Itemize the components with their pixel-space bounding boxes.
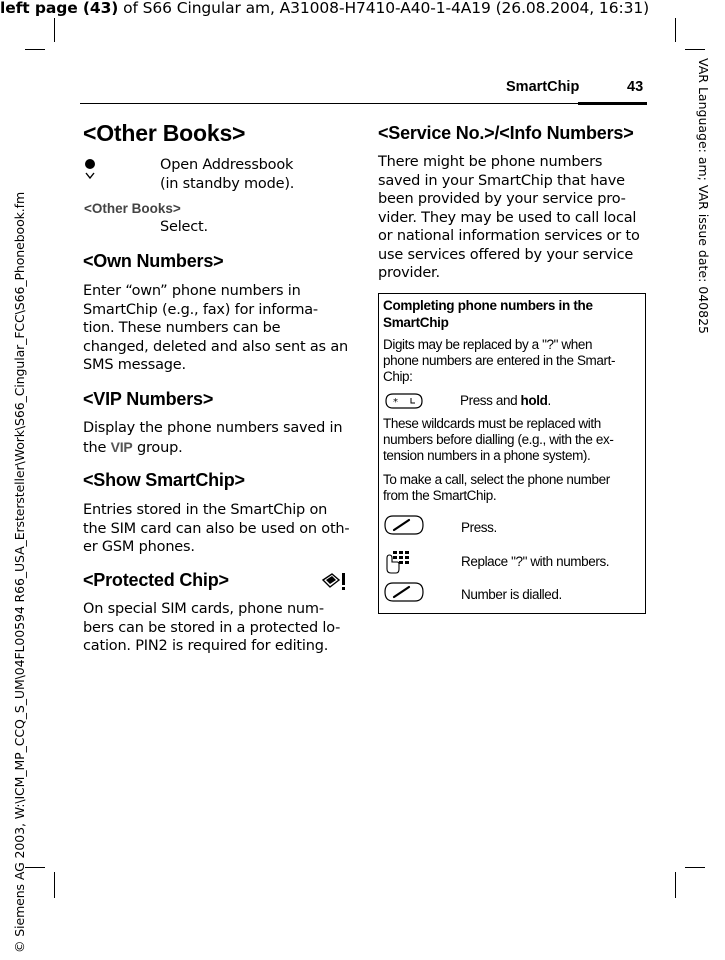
info-box-para [383, 337, 615, 385]
crop-mark [685, 49, 705, 50]
var-language: VAR Language: am; VAR issue date: 040825 [696, 58, 711, 334]
text-line: tion. These numbers can be [83, 320, 281, 336]
show-smartchip-text [83, 501, 349, 557]
text-line: or national information services or to [378, 228, 640, 244]
step-dialled: Number is dialled. [461, 587, 562, 602]
text-line: changed, deleted and also sent as an [83, 338, 349, 355]
crop-mark [54, 18, 55, 42]
heading-show-smartchip: <Show SmartChip> [83, 470, 245, 490]
step-text: Open Addressbook [160, 157, 294, 173]
crop-mark [54, 872, 55, 898]
text-line: tension numbers in a phone system). [383, 448, 591, 463]
navigation-key-icon [84, 158, 96, 184]
text-fragment: . [547, 393, 551, 408]
heading-other-books: <Other Books> [83, 120, 246, 146]
title-line: Completing phone numbers in the [383, 298, 593, 313]
text-line: numbers before dialling (e.g., with the ex- [383, 432, 614, 447]
text-line: from the SmartChip. [383, 488, 497, 503]
keypad-icon [384, 549, 412, 579]
text-line: cation. PIN2 is required for editing. [83, 638, 329, 654]
text-line: phone numbers are entered in the Smart- [383, 353, 616, 368]
page-label: left page (43) [0, 0, 119, 17]
title-line: SmartChip [383, 315, 449, 330]
heading-protected-chip: <Protected Chip> [83, 570, 229, 590]
info-box-title [383, 297, 593, 331]
page-number-rule [578, 102, 647, 105]
text-line: Enter “own” phone numbers in [83, 283, 301, 299]
text-line: been provided by your service pro- [378, 191, 626, 207]
hold-label: hold [520, 393, 548, 408]
text-line: the SIM card can also be used on oth- [83, 520, 350, 537]
menu-label-other-books: <Other Books> [84, 201, 181, 216]
star-key-icon [384, 391, 424, 415]
text-line: Chip: [383, 369, 413, 384]
info-box-para [383, 416, 613, 464]
protected-chip-text [83, 600, 340, 656]
text-line: Entries stored in the SmartChip on [83, 502, 328, 518]
text-line: SMS message. [83, 357, 186, 373]
step-press-hold [460, 393, 551, 409]
text-fragment: Press and [460, 393, 521, 408]
step-press: Press. [461, 520, 497, 535]
crop-mark [25, 49, 45, 50]
document-meta: of S66 Cingular am, A31008-H7410-A40-1-4A19 (26.08.2004, 16:31) [118, 0, 650, 17]
text-line: To make a call, select the phone number [383, 472, 610, 487]
call-key-icon [383, 581, 425, 607]
text-line: provider. [378, 265, 440, 281]
text-line: vider. They may be used to call local [378, 209, 637, 226]
vip-group-label: VIP [110, 438, 133, 455]
text-line [83, 438, 342, 458]
info-box-para [383, 472, 610, 504]
crop-mark [675, 18, 676, 42]
sim-function-icon [320, 571, 350, 597]
crop-mark [25, 867, 45, 868]
header-rule [80, 103, 647, 104]
text-line: On special SIM cards, phone num- [83, 601, 324, 617]
text-line: use services offered by your service [378, 246, 634, 263]
text-line: Display the phone numbers saved in [83, 420, 343, 436]
text-line: bers can be stored in a protected lo- [83, 619, 341, 636]
text-line: There might be phone numbers [378, 154, 603, 170]
step-text: (in standby mode). [160, 175, 295, 192]
document-header [0, 0, 725, 17]
step-replace: Replace "?" with numbers. [461, 554, 610, 569]
text-line: er GSM phones. [83, 539, 195, 555]
text-line: These wildcards must be replaced with [383, 416, 601, 431]
step-open-addressbook [160, 156, 294, 193]
crop-mark [675, 872, 676, 898]
text-line: saved in your SmartChip that have [378, 172, 625, 189]
call-key-icon [383, 514, 425, 540]
running-title: SmartChip [506, 79, 580, 95]
step-select: Select. [160, 219, 208, 235]
heading-service-numbers: <Service No.>/<Info Numbers> [378, 123, 634, 143]
text-fragment: the [83, 439, 111, 456]
text-fragment: group. [132, 439, 183, 456]
service-numbers-text [378, 153, 640, 283]
copyright-path: © Siemens AG 2003, W:\ICM_MP_CCQ_S_UM\04FL00594 R66_USA_Erstersteller\Work\S66_Cingular_FCC\S66_Phonebook.fm [12, 191, 27, 953]
svg-text:*: * [393, 397, 398, 408]
text-line: SmartChip (e.g., fax) for informa- [83, 301, 318, 318]
vip-numbers-text [83, 419, 342, 457]
heading-own-numbers: <Own Numbers> [83, 251, 224, 271]
crop-mark [685, 867, 705, 868]
text-line: Digits may be replaced by a "?" when [383, 337, 593, 352]
heading-vip-numbers: <VIP Numbers> [83, 389, 214, 409]
own-numbers-text [83, 282, 348, 375]
page-number: 43 [627, 79, 644, 95]
